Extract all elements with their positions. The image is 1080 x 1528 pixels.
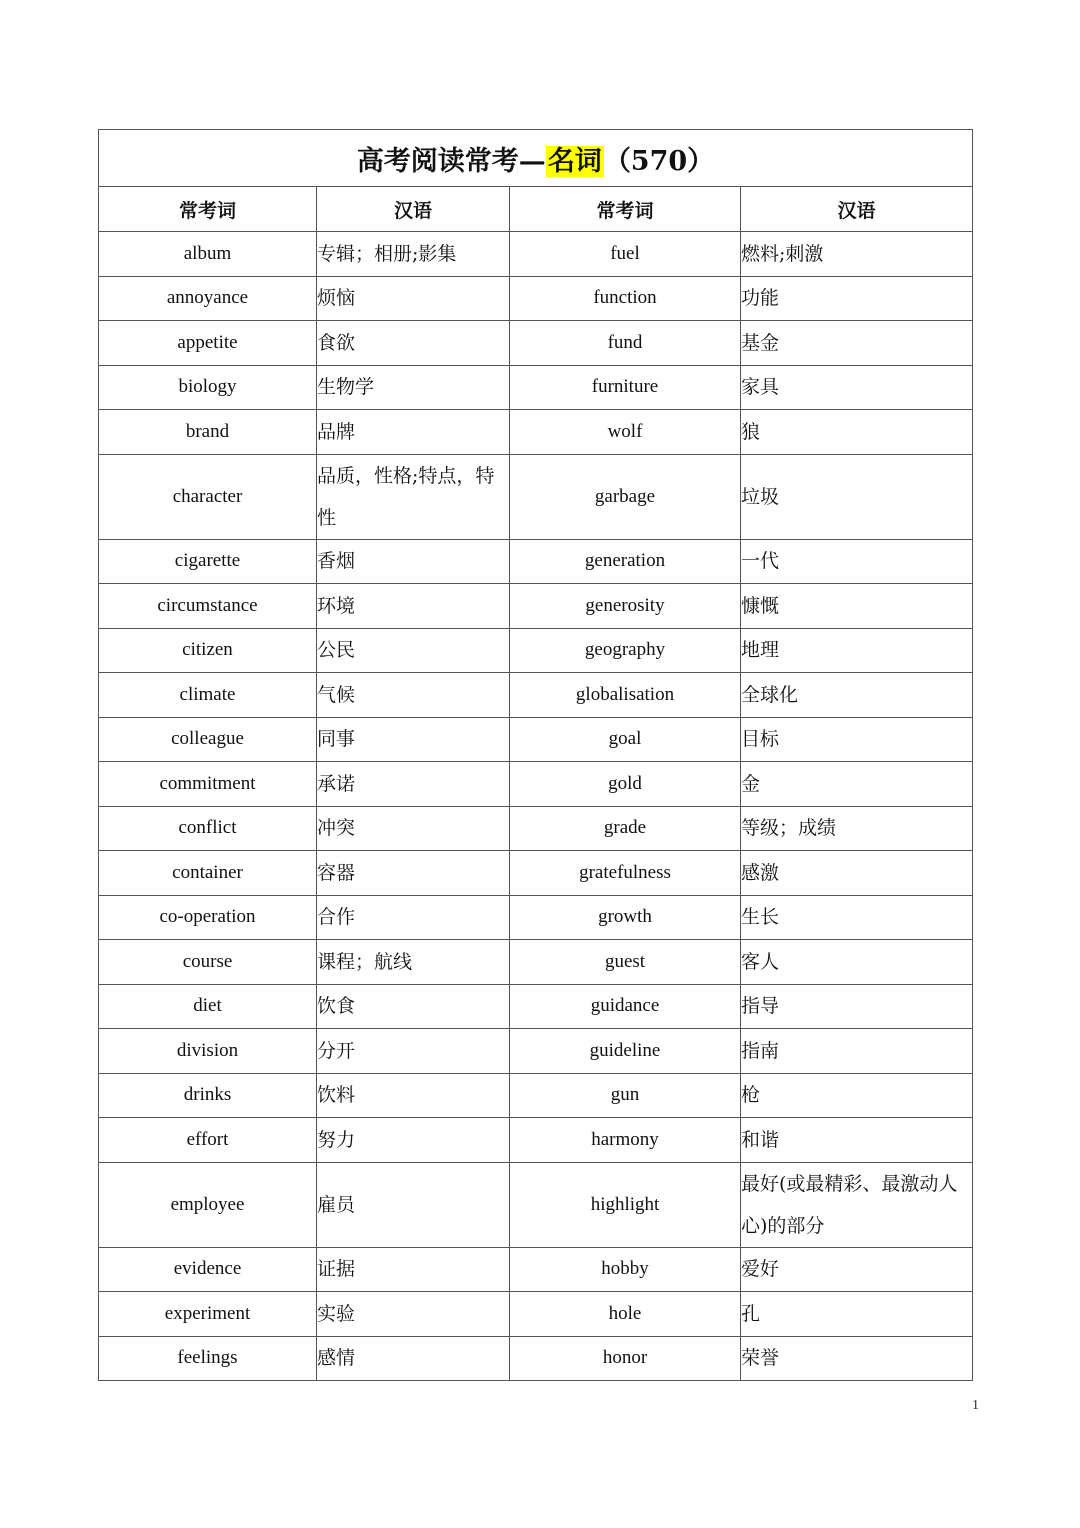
- table-row: [99, 410, 973, 455]
- english-word-cell: goal: [510, 717, 741, 762]
- table-row: [99, 1162, 973, 1247]
- table-row: [99, 232, 973, 277]
- table-row: [99, 1073, 973, 1118]
- chinese-meaning-cell: 枪: [741, 1073, 973, 1118]
- chinese-meaning-cell: 指导: [741, 984, 973, 1029]
- chinese-meaning-cell: 同事: [317, 717, 510, 762]
- english-word-cell: brand: [99, 410, 317, 455]
- chinese-meaning-cell: 雇员: [317, 1162, 510, 1247]
- english-word-cell: cigarette: [99, 539, 317, 584]
- chinese-meaning-cell: 家具: [741, 365, 973, 410]
- chinese-meaning-cell: 最好(或最精彩、最激动人心)的部分: [741, 1162, 973, 1247]
- chinese-meaning-cell: 承诺: [317, 762, 510, 807]
- english-word-cell: diet: [99, 984, 317, 1029]
- english-word-cell: gratefulness: [510, 851, 741, 896]
- english-word-cell: guest: [510, 940, 741, 985]
- english-word-cell: growth: [510, 895, 741, 940]
- english-word-cell: annoyance: [99, 276, 317, 321]
- chinese-meaning-cell: 努力: [317, 1118, 510, 1163]
- english-word-cell: commitment: [99, 762, 317, 807]
- chinese-meaning-cell: 生长: [741, 895, 973, 940]
- english-word-cell: generation: [510, 539, 741, 584]
- chinese-meaning-cell: 烦恼: [317, 276, 510, 321]
- chinese-meaning-cell: 分开: [317, 1029, 510, 1074]
- english-word-cell: conflict: [99, 806, 317, 851]
- english-word-cell: division: [99, 1029, 317, 1074]
- table-title: [99, 130, 973, 187]
- english-word-cell: highlight: [510, 1162, 741, 1247]
- chinese-meaning-cell: 食欲: [317, 321, 510, 366]
- title-highlight: 名词: [547, 145, 602, 177]
- header-chinese-2: 汉语: [741, 187, 973, 232]
- chinese-meaning-cell: 生物学: [317, 365, 510, 410]
- table-row: [99, 940, 973, 985]
- chinese-meaning-cell: 燃料;刺激: [741, 232, 973, 277]
- english-word-cell: function: [510, 276, 741, 321]
- chinese-meaning-cell: 地理: [741, 628, 973, 673]
- english-word-cell: furniture: [510, 365, 741, 410]
- table-row: [99, 1336, 973, 1381]
- chinese-meaning-cell: 气候: [317, 673, 510, 718]
- english-word-cell: globalisation: [510, 673, 741, 718]
- english-word-cell: grade: [510, 806, 741, 851]
- english-word-cell: climate: [99, 673, 317, 718]
- chinese-meaning-cell: 饮食: [317, 984, 510, 1029]
- vocab-table: [98, 129, 973, 1381]
- english-word-cell: colleague: [99, 717, 317, 762]
- chinese-meaning-cell: 爱好: [741, 1247, 973, 1292]
- english-word-cell: fuel: [510, 232, 741, 277]
- english-word-cell: album: [99, 232, 317, 277]
- english-word-cell: hobby: [510, 1247, 741, 1292]
- table-row: [99, 365, 973, 410]
- table-row: [99, 454, 973, 539]
- chinese-meaning-cell: 环境: [317, 584, 510, 629]
- chinese-meaning-cell: 客人: [741, 940, 973, 985]
- page-number: 1: [972, 1398, 979, 1413]
- chinese-meaning-cell: 垃圾: [741, 454, 973, 539]
- table-row: [99, 1029, 973, 1074]
- chinese-meaning-cell: 基金: [741, 321, 973, 366]
- header-chinese-1: 汉语: [317, 187, 510, 232]
- english-word-cell: employee: [99, 1162, 317, 1247]
- english-word-cell: feelings: [99, 1336, 317, 1381]
- chinese-meaning-cell: 功能: [741, 276, 973, 321]
- english-word-cell: course: [99, 940, 317, 985]
- chinese-meaning-cell: 孔: [741, 1292, 973, 1337]
- chinese-meaning-cell: 品质，性格;特点，特性: [317, 454, 510, 539]
- chinese-meaning-cell: 和谐: [741, 1118, 973, 1163]
- english-word-cell: experiment: [99, 1292, 317, 1337]
- chinese-meaning-cell: 公民: [317, 628, 510, 673]
- vocab-page: [98, 129, 972, 1381]
- chinese-meaning-cell: 一代: [741, 539, 973, 584]
- chinese-meaning-cell: 饮料: [317, 1073, 510, 1118]
- chinese-meaning-cell: 慷慨: [741, 584, 973, 629]
- table-row: [99, 1118, 973, 1163]
- english-word-cell: honor: [510, 1336, 741, 1381]
- table-row: [99, 851, 973, 896]
- english-word-cell: geography: [510, 628, 741, 673]
- english-word-cell: wolf: [510, 410, 741, 455]
- chinese-meaning-cell: 冲突: [317, 806, 510, 851]
- table-row: [99, 539, 973, 584]
- table-row: [99, 806, 973, 851]
- chinese-meaning-cell: 狼: [741, 410, 973, 455]
- chinese-meaning-cell: 感激: [741, 851, 973, 896]
- english-word-cell: evidence: [99, 1247, 317, 1292]
- english-word-cell: fund: [510, 321, 741, 366]
- table-row: [99, 673, 973, 718]
- table-row: [99, 717, 973, 762]
- chinese-meaning-cell: 香烟: [317, 539, 510, 584]
- english-word-cell: gold: [510, 762, 741, 807]
- chinese-meaning-cell: 课程；航线: [317, 940, 510, 985]
- english-word-cell: citizen: [99, 628, 317, 673]
- english-word-cell: guideline: [510, 1029, 741, 1074]
- chinese-meaning-cell: 合作: [317, 895, 510, 940]
- chinese-meaning-cell: 感情: [317, 1336, 510, 1381]
- english-word-cell: co-operation: [99, 895, 317, 940]
- english-word-cell: garbage: [510, 454, 741, 539]
- chinese-meaning-cell: 专辑；相册;影集: [317, 232, 510, 277]
- english-word-cell: gun: [510, 1073, 741, 1118]
- chinese-meaning-cell: 品牌: [317, 410, 510, 455]
- table-row: [99, 762, 973, 807]
- chinese-meaning-cell: 目标: [741, 717, 973, 762]
- table-row: [99, 276, 973, 321]
- title-suffix: （570）: [603, 145, 715, 177]
- chinese-meaning-cell: 指南: [741, 1029, 973, 1074]
- table-row: [99, 584, 973, 629]
- table-row: [99, 1292, 973, 1337]
- chinese-meaning-cell: 等级；成绩: [741, 806, 973, 851]
- chinese-meaning-cell: 金: [741, 762, 973, 807]
- english-word-cell: appetite: [99, 321, 317, 366]
- chinese-meaning-cell: 证据: [317, 1247, 510, 1292]
- english-word-cell: drinks: [99, 1073, 317, 1118]
- chinese-meaning-cell: 容器: [317, 851, 510, 896]
- table-row: [99, 1247, 973, 1292]
- english-word-cell: harmony: [510, 1118, 741, 1163]
- vocab-body: [99, 232, 973, 1381]
- table-row: [99, 895, 973, 940]
- table-row: [99, 321, 973, 366]
- header-word-2: 常考词: [510, 187, 741, 232]
- english-word-cell: character: [99, 454, 317, 539]
- table-row: [99, 628, 973, 673]
- english-word-cell: biology: [99, 365, 317, 410]
- english-word-cell: guidance: [510, 984, 741, 1029]
- chinese-meaning-cell: 全球化: [741, 673, 973, 718]
- chinese-meaning-cell: 实验: [317, 1292, 510, 1337]
- english-word-cell: container: [99, 851, 317, 896]
- english-word-cell: circumstance: [99, 584, 317, 629]
- english-word-cell: generosity: [510, 584, 741, 629]
- english-word-cell: hole: [510, 1292, 741, 1337]
- table-row: [99, 984, 973, 1029]
- title-prefix: 高考阅读常考—: [356, 145, 546, 177]
- chinese-meaning-cell: 荣誉: [741, 1336, 973, 1381]
- header-word-1: 常考词: [99, 187, 317, 232]
- english-word-cell: effort: [99, 1118, 317, 1163]
